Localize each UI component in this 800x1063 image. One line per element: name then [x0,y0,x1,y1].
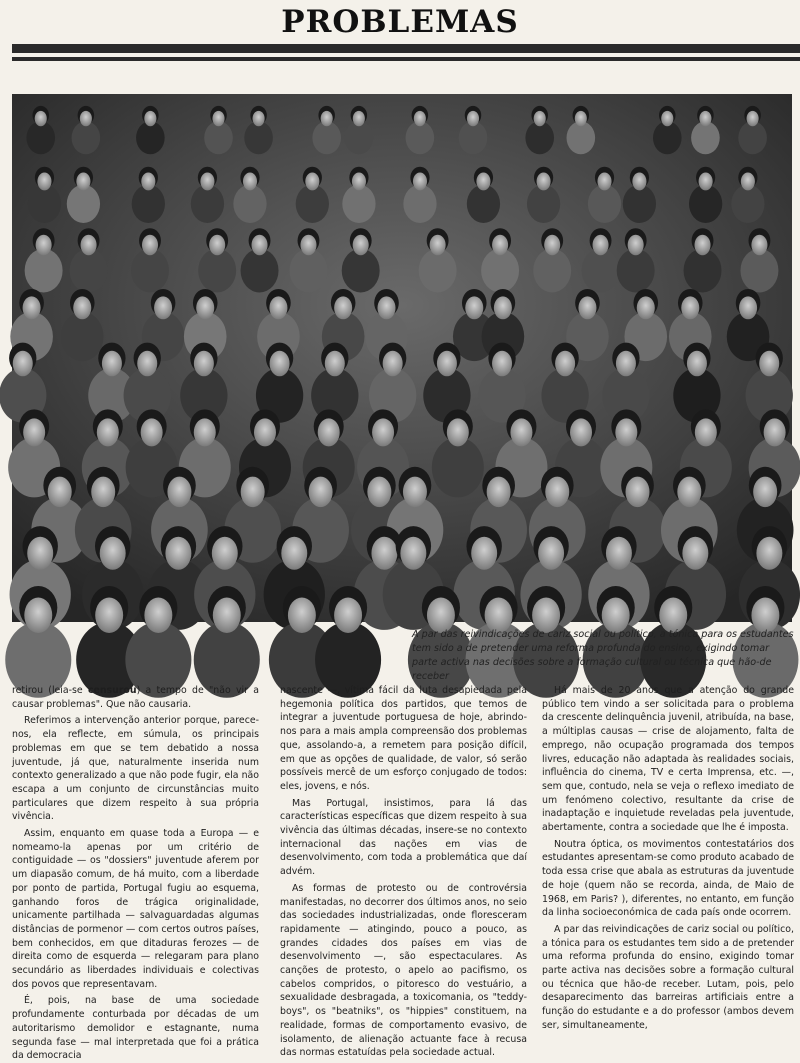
person-face-shape [334,597,362,633]
person-face-shape [756,537,782,570]
person-face-shape [27,537,53,570]
person-face-shape [476,172,490,190]
person-face-shape [437,351,457,376]
person-face-shape [471,537,497,570]
person-face-shape [270,351,290,376]
person-face-shape [487,477,511,508]
page-title: PROBLEMAS [281,4,519,40]
person-face-shape [413,172,427,190]
person-body-shape [653,121,682,154]
person-face-shape [241,477,265,508]
person-face-shape [212,537,238,570]
person-body-shape [244,121,273,154]
person-face-shape [91,477,115,508]
person-face-shape [465,296,483,319]
person-face-shape [300,235,316,255]
person-face-shape [325,351,345,376]
person-face-shape [626,477,650,508]
person-face-shape [537,172,551,190]
person-face-shape [759,351,779,376]
paragraph: Assim, enquanto em quase toda a Europa — e nomeamo-la apenas por um critério de contiguidade — os "dossiers" juventude aferem por um diapasão comum, de há muito, com a liberdade por ponto de partida, Portugal fugiu ao esquema, ganhando foros de trágica originalidade, unicamente partilhada — salvaguardadas algumas distâncias de pormenor — com certos outros países, bem conhecidos, em que ditaduras ferozes — de direita como de esquerda — relegaram para plano secundário as liberdades individuais e colectivas dos povos que representavam. [12,828,259,990]
person-face-shape [575,111,587,126]
person-face-shape [209,235,225,255]
person-face-shape [682,537,708,570]
person-face-shape [371,537,397,570]
person-face-shape [545,477,569,508]
paragraph: Referimos a intervenção anterior porque, parece-nos, ela reflecte, em súmula, os principais problemas em que se tem debatido a nossa juventude, já que, naturalmente inserida num contexto generalizado a que não pode fugir, ela não escapa a um conjunto de circunstâncias muito particulares que dizem respeito à sua própria vivência. [12,715,259,823]
person-face-shape [593,235,609,255]
person-face-shape [253,111,265,126]
person-body-shape [72,121,101,154]
person-body-shape [691,121,720,154]
person-face-shape [372,418,394,446]
person-face-shape [212,111,224,126]
header-rule-thin [12,57,800,61]
article-column-2 [280,684,527,1059]
person-face-shape [403,477,427,508]
person-face-shape [510,418,532,446]
person-face-shape [37,172,51,190]
person-body-shape [345,121,374,154]
paragraph: A par das reivindicações de cariz social ou político, a tónica para os estudantes tem sido a de pretender uma reforma profunda do ensino, exigindo tomar parte activa nas decisões sobre a formação cultural ou técnica que hão-de receber. Lutam, pois, pelo desaparecimento das barreiras artificiais entre a função do estudante e a do professor (ambos devem ser, simultaneamente, [542,923,794,1031]
photo-caption: A par das reivindicações de cariz social ou político, a tónica para os estudantes tem sido a de pretender uma reforma profunda do ensino, exigindo tomar parte activa nas decisões sobre a formação cultural ou técnica que hão-de receber [412,629,794,682]
person-body-shape [204,121,233,154]
person-face-shape [154,296,172,319]
person-face-shape [447,418,469,446]
person-face-shape [753,477,777,508]
person-face-shape [681,296,699,319]
person-face-shape [367,477,391,508]
person-face-shape [677,477,701,508]
person-body-shape [459,121,488,154]
emphasis-text: censurou [87,685,137,696]
person-face-shape [142,235,158,255]
text-span: retirou (leia-se [12,685,88,696]
person-face-shape [615,418,637,446]
person-face-shape [628,235,644,255]
paragraph [12,684,259,711]
paragraph: Há mais de 20 anos que a atenção do grande público tem vindo a ser solicitada para o problema da crescente delinquência juvenil, atribuída, na base, a múltiplas causas — crise de alojamento, falta de emprego, não ocupação programada dos tempos livres, educação não adaptada às realidades sociais, influência do cinema, TV e certa Imprensa, etc. —, sem que, contudo, nela se veja o reflexo imediato de um fenómeno colectivo, resultante da crise de inadaptação e inquietude reveladas pela juventude, abertamente, contra a sociedade que lhe é imposta. [542,685,794,834]
person-face-shape [544,235,560,255]
person-body-shape [26,121,55,154]
person-face-shape [741,172,755,190]
person-face-shape [213,597,241,633]
crowd-photo-illustration [12,94,792,622]
person-face-shape [144,597,172,633]
text-span: ) a tempo de "não vir a causar problemas". Que não causaria. [12,685,259,710]
person-body-shape [406,121,435,154]
person-face-shape [321,111,333,126]
person-face-shape [578,296,596,319]
person-face-shape [352,172,366,190]
person-body-shape [525,121,554,154]
person-face-shape [632,172,646,190]
person-face-shape [616,351,636,376]
article-column-1 [12,684,259,1062]
person-face-shape [694,235,710,255]
person-face-shape [606,537,632,570]
person-face-shape [492,351,512,376]
person-face-shape [165,537,191,570]
person-face-shape [751,235,767,255]
person-face-shape [144,111,156,126]
article-column-3 [542,684,794,1036]
person-face-shape [76,172,90,190]
person-face-shape [400,537,426,570]
person-face-shape [353,235,369,255]
person-face-shape [494,296,512,319]
person-face-shape [36,235,52,255]
person-face-shape [254,418,276,446]
person-body-shape [136,121,165,154]
person-face-shape [492,235,508,255]
person-face-shape [597,172,611,190]
person-face-shape [252,235,268,255]
header-rule-thick [12,44,800,53]
person-face-shape [281,537,307,570]
person-face-shape [194,418,216,446]
person-face-shape [200,172,214,190]
paragraph: Noutra óptica, os movimentos contestatários dos estudantes apresentam-se como produto acabado de toda essa crise que abala as estruturas da juventude de hoje (quem não se recorda, ainda, de Maio de 1968, em Paris? ), diferentes, no entanto, em função da linha socioeconómica de cada país onde ocorrem. [542,838,794,919]
person-face-shape [699,172,713,190]
person-face-shape [81,235,97,255]
person-face-shape [309,477,333,508]
person-face-shape [305,172,319,190]
person-face-shape [102,351,122,376]
paragraph: É, pois, na base de uma sociedade profundamente conturbada por décadas de um autoritarismo demolidor e estagnante, numa segunda fase — mal interpretada que foi a prática da democracia [12,995,259,1062]
crowd-photo [12,94,792,622]
person-face-shape [383,351,403,376]
person-face-shape [467,111,479,126]
person-face-shape [23,296,41,319]
person-face-shape [687,351,707,376]
person-face-shape [414,111,426,126]
person-face-shape [80,111,92,126]
person-face-shape [377,296,395,319]
person-face-shape [430,235,446,255]
person-face-shape [538,537,564,570]
person-face-shape [699,111,711,126]
person-face-shape [269,296,287,319]
person-face-shape [555,351,575,376]
person-face-shape [100,537,126,570]
person-face-shape [167,477,191,508]
person-face-shape [637,296,655,319]
person-face-shape [73,296,91,319]
person-face-shape [13,351,33,376]
person-face-shape [48,477,72,508]
person-face-shape [35,111,47,126]
person-face-shape [570,418,592,446]
person-face-shape [739,296,757,319]
person-face-shape [288,597,316,633]
person-face-shape [243,172,257,190]
person-face-shape [97,418,119,446]
person-face-shape [137,351,157,376]
person-face-shape [196,296,214,319]
person-face-shape [141,172,155,190]
person-body-shape [738,121,767,154]
person-face-shape [141,418,163,446]
person-body-shape [312,121,341,154]
person-face-shape [334,296,352,319]
person-face-shape [534,111,546,126]
paragraph: nascente —, vítima fácil da luta desapiedada pela hegemonia política dos partidos, que temos de integrar a juventude portuguesa de hoje, abrindo-nos para a mais ampla compreensão dos problemas que, assolando-a, a remetem para posição difícil, em que as opções de qualidade, de valor, só serão possíveis mercê de um esforço conjugado de todos: eles, jovens, e nós. [280,685,527,792]
paragraph: Mas Portugal, insistimos, para lá das características específicas que dizem respeito à sua vivência das últimas décadas, insere-se no contexto internacional das nações em vias de desenvolvimento, com toda a problemática que daí advém. [280,797,527,878]
person-face-shape [747,111,759,126]
person-face-shape [23,418,45,446]
person-face-shape [318,418,340,446]
person-face-shape [695,418,717,446]
person-face-shape [24,597,52,633]
person-face-shape [353,111,365,126]
paragraph: As formas de protesto ou de controvérsia manifestadas, no decorrer dos últimos anos, no seio das sociedades industrializadas, onde floresceram rapidamente — atingindo, pouco a pouco, as grandes cidades dos países em vias de desenvolvimento —, são espectaculares. As canções de protesto, o apelo ao pacifismo, os cabelos compridos, o pitoresco do vestuário, a sexualidade desbragada, a toxicomania, os "teddy-boys", os "beatniks", os "hippies" constituem, na realidade, formas de comportamento evasivo, de isolamento, de alienação actuante face à recusa das normas estatuídas pela sociedade actual. [280,882,527,1059]
person-body-shape [567,121,596,154]
person-face-shape [95,597,123,633]
person-face-shape [194,351,214,376]
person-face-shape [764,418,786,446]
person-face-shape [661,111,673,126]
